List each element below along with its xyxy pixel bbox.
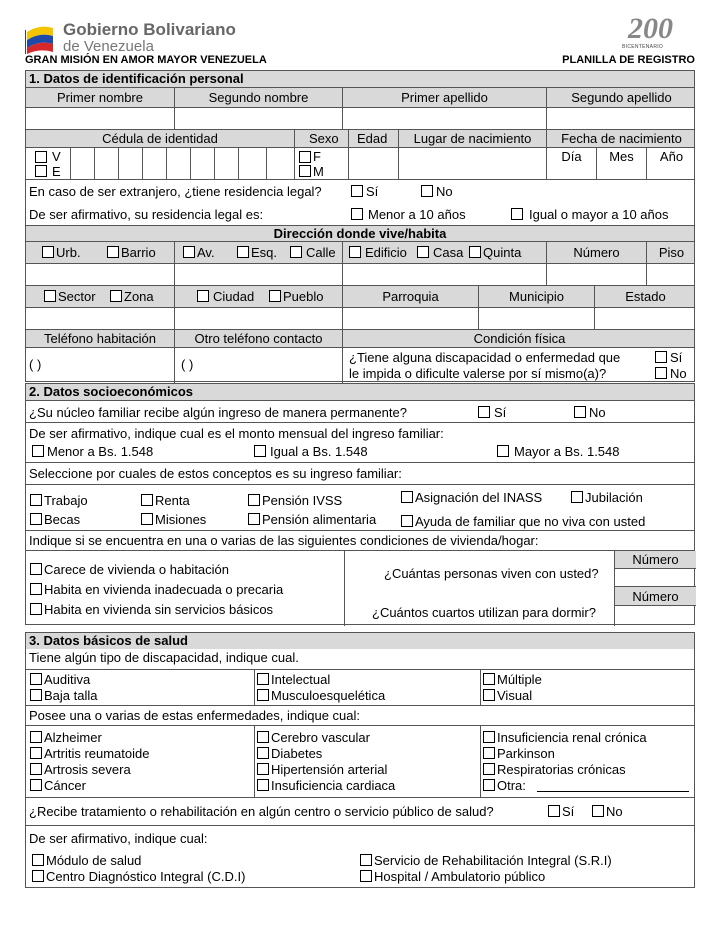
- ciudad-checkbox[interactable]: [197, 290, 209, 302]
- auditiva-checkbox[interactable]: [30, 673, 42, 685]
- enfermedades-options: [26, 725, 694, 797]
- mayor-10-checkbox[interactable]: [511, 208, 523, 220]
- urb-barrio-field[interactable]: [26, 264, 174, 285]
- edad-field[interactable]: [348, 148, 398, 179]
- sri-checkbox[interactable]: [360, 854, 372, 866]
- discapacidad-tipo-options: [26, 669, 694, 705]
- id-header-row: [26, 129, 694, 147]
- municipio-field[interactable]: [478, 308, 594, 329]
- ingreso-si-checkbox[interactable]: [478, 406, 490, 418]
- logo-line1: Gobierno Bolivariano: [63, 20, 236, 39]
- monto-question: De ser afirmativo, indique cual es el monto mensual del ingreso familiar:: [29, 426, 444, 441]
- conceptos-options-row: [26, 484, 694, 530]
- second-name-label: Segundo nombre: [208, 90, 309, 105]
- section-3-title: 3. Datos básicos de salud: [29, 633, 188, 648]
- hipertension-checkbox[interactable]: [257, 763, 269, 775]
- urb-label: Urb.: [56, 245, 81, 260]
- insuficiencia-renal-checkbox[interactable]: [483, 731, 495, 743]
- igual-monto-label: Igual a Bs. 1.548: [270, 444, 368, 459]
- zona-label: Zona: [124, 289, 154, 304]
- trabajo-label: Trabajo: [44, 493, 88, 508]
- numero-personas-label: Número: [632, 552, 679, 567]
- section-1-title: 1. Datos de identificación personal: [29, 71, 244, 86]
- cedula-digit-box[interactable]: [94, 148, 118, 179]
- piso-label: Piso: [658, 245, 685, 260]
- carece-vivienda-checkbox[interactable]: [30, 563, 42, 575]
- ayuda-familiar-checkbox[interactable]: [401, 515, 413, 527]
- dia-label: Día: [561, 149, 582, 164]
- tel-otro-label: Otro teléfono contacto: [194, 331, 323, 346]
- mayor-10-label: Igual o mayor a 10 años: [529, 207, 669, 222]
- second-surname-field[interactable]: [546, 108, 696, 129]
- jubilacion-label: Jubilación: [585, 490, 643, 505]
- av-calle-field[interactable]: [174, 264, 342, 285]
- program-title: GRAN MISIÓN EN AMOR MAYOR VENEZUELA: [25, 54, 267, 66]
- cedula-digit-box[interactable]: [190, 148, 214, 179]
- ayuda-familiar-label: Ayuda de familiar que no viva con usted: [415, 514, 646, 529]
- vivienda-question-row: [26, 530, 694, 550]
- calle-checkbox[interactable]: [290, 246, 302, 258]
- modulo-salud-label: Módulo de salud: [46, 853, 142, 868]
- cedula-digit-box[interactable]: [166, 148, 190, 179]
- vivienda-inadecuada-checkbox[interactable]: [30, 583, 42, 595]
- form-header-line: [25, 54, 695, 66]
- mes-label: Mes: [609, 149, 634, 164]
- cedula-digit-box[interactable]: [238, 148, 266, 179]
- edificio-casa-field[interactable]: [342, 264, 546, 285]
- bicentenario-logo: [622, 12, 694, 52]
- sri-label: Servicio de Rehabilitación Integral (S.R.I): [374, 853, 612, 868]
- discapacidad-tipo-question: Tiene algún tipo de discapacidad, indique cual.: [29, 650, 299, 665]
- enfermedades-question-row: [26, 705, 694, 725]
- second-name-field[interactable]: [174, 108, 342, 129]
- ingreso-no-label: No: [589, 405, 606, 420]
- cedula-label: Cédula de identidad: [102, 131, 218, 146]
- baja-talla-checkbox[interactable]: [30, 689, 42, 701]
- cerebro-vascular-label: Cerebro vascular: [271, 730, 370, 745]
- multiple-checkbox[interactable]: [483, 673, 495, 685]
- names-input-row: [26, 107, 694, 129]
- pueblo-label: Pueblo: [283, 289, 324, 304]
- sexo-f-checkbox[interactable]: [299, 151, 311, 163]
- artritis-checkbox[interactable]: [30, 747, 42, 759]
- ciudad-label: Ciudad: [213, 289, 255, 304]
- direccion-labels-row-2: [26, 285, 694, 307]
- logo-line2: de Venezuela: [63, 38, 154, 55]
- form-title: PLANILLA DE REGISTRO: [562, 54, 695, 66]
- jubilacion-checkbox[interactable]: [571, 491, 583, 503]
- cdi-label: Centro Diagnóstico Integral (C.D.I): [46, 869, 246, 884]
- gobierno-logo: [25, 18, 285, 58]
- menor-10-label: Menor a 10 años: [368, 207, 466, 222]
- conceptos-question-row: [26, 462, 694, 484]
- pension-alimentaria-label: Pensión alimentaria: [262, 512, 377, 527]
- discapacidad-no-checkbox[interactable]: [655, 367, 667, 379]
- numero-label: Número: [573, 245, 620, 260]
- artritis-label: Artritis reumatoide: [44, 746, 150, 761]
- edificio-checkbox[interactable]: [349, 246, 361, 258]
- personas-question: ¿Cuántas personas viven con usted?: [384, 566, 599, 581]
- municipio-label: Municipio: [509, 289, 564, 304]
- auditiva-label: Auditiva: [44, 672, 91, 687]
- enfermedades-question: Posee una o varias de estas enfermedades, indique cual:: [29, 708, 360, 723]
- lugar-nacimiento-label: Lugar de nacimiento: [413, 131, 532, 146]
- residencia-question: De ser afirmativo, su residencia legal es:: [29, 207, 264, 222]
- cedula-e-checkbox[interactable]: [35, 165, 47, 177]
- renta-label: Renta: [155, 493, 190, 508]
- tratamiento-si-checkbox[interactable]: [548, 805, 560, 817]
- tel-hab-label: Teléfono habitación: [43, 331, 157, 346]
- misiones-label: Misiones: [155, 512, 207, 527]
- numero-cuartos-field[interactable]: [615, 606, 696, 627]
- first-name-field[interactable]: [26, 108, 174, 129]
- insuficiencia-cardiaca-checkbox[interactable]: [257, 779, 269, 791]
- esq-checkbox[interactable]: [237, 246, 249, 258]
- sector-field[interactable]: [26, 308, 174, 329]
- discapacidad-si-label: Sí: [670, 350, 683, 365]
- anio-label: Año: [659, 149, 684, 164]
- inass-checkbox[interactable]: [401, 491, 413, 503]
- parkinson-label: Parkinson: [497, 746, 555, 761]
- extranjero-question: En caso de ser extranjero, ¿tiene residencia legal?: [29, 184, 322, 199]
- inass-label: Asignación del INASS: [415, 490, 543, 505]
- parroquia-field[interactable]: [342, 308, 478, 329]
- respiratorias-label: Respiratorias crónicas: [497, 762, 626, 777]
- tratamiento-no-checkbox[interactable]: [592, 805, 604, 817]
- hospital-label: Hospital / Ambulatorio público: [374, 869, 546, 884]
- barrio-checkbox[interactable]: [107, 246, 119, 258]
- alzheimer-checkbox[interactable]: [30, 731, 42, 743]
- ingreso-si-label: Sí: [494, 405, 507, 420]
- cedula-digit-box[interactable]: [266, 148, 294, 179]
- telefono-input-row: [26, 347, 694, 383]
- respiratorias-checkbox[interactable]: [483, 763, 495, 775]
- bicentenario-label: BICENTENARIO: [622, 44, 664, 50]
- quinta-label: Quinta: [483, 245, 522, 260]
- modulo-salud-checkbox[interactable]: [32, 854, 44, 866]
- second-surname-label: Segundo apellido: [571, 90, 672, 105]
- numero-personas-field[interactable]: [615, 569, 696, 587]
- pueblo-checkbox[interactable]: [269, 290, 281, 302]
- bicentenario-number: 200: [628, 12, 673, 45]
- conceptos-question: Seleccione por cuales de estos conceptos es su ingreso familiar:: [29, 466, 402, 481]
- discapacidad-no-label: No: [670, 366, 687, 381]
- otra-label: Otra:: [497, 778, 526, 793]
- cedula-e-label: E: [52, 164, 61, 179]
- id-input-row: [26, 147, 694, 179]
- cedula-digit-box[interactable]: [214, 148, 238, 179]
- renta-checkbox[interactable]: [141, 494, 153, 506]
- musculoesqueletica-checkbox[interactable]: [257, 689, 269, 701]
- parroquia-label: Parroquia: [382, 289, 439, 304]
- vivienda-inadecuada-label: Habita en vivienda inadecuada o precaria: [44, 582, 284, 597]
- residencia-si-label: Sí: [366, 184, 379, 199]
- fecha-nacimiento-label: Fecha de nacimiento: [561, 131, 682, 146]
- insuficiencia-cardiaca-label: Insuficiencia cardiaca: [271, 778, 396, 793]
- cuartos-question: ¿Cuántos cuartos utilizan para dormir?: [372, 605, 596, 620]
- av-label: Av.: [197, 245, 215, 260]
- first-surname-label: Primer apellido: [401, 90, 488, 105]
- sector-label: Sector: [58, 289, 96, 304]
- ciudad-field[interactable]: [174, 308, 342, 329]
- direccion-input-row-1: [26, 263, 694, 285]
- direccion-input-row-2: [26, 307, 694, 329]
- centro-row: [26, 825, 694, 889]
- direccion-header-row: [26, 225, 694, 241]
- calle-label: Calle: [306, 245, 336, 260]
- pension-ivss-label: Pensión IVSS: [262, 493, 343, 508]
- visual-label: Visual: [497, 688, 533, 703]
- menor-monto-label: Menor a Bs. 1.548: [47, 444, 154, 459]
- section-socioeconomic: [25, 383, 695, 625]
- carece-vivienda-label: Carece de vivienda o habitación: [44, 562, 230, 577]
- cdi-checkbox[interactable]: [32, 870, 44, 882]
- otra-field[interactable]: [537, 779, 689, 792]
- cancer-label: Cáncer: [44, 778, 86, 793]
- names-header-row: [26, 87, 694, 107]
- multiple-label: Múltiple: [497, 672, 542, 687]
- casa-label: Casa: [433, 245, 464, 260]
- igual-monto-checkbox[interactable]: [254, 445, 266, 457]
- sexo-m-label: M: [313, 164, 324, 179]
- otra-checkbox[interactable]: [483, 779, 495, 791]
- mayor-monto-checkbox[interactable]: [497, 445, 509, 457]
- quinta-checkbox[interactable]: [469, 246, 481, 258]
- tel-otro-area-code: ( ): [181, 357, 194, 372]
- misiones-checkbox[interactable]: [141, 513, 153, 525]
- hospital-checkbox[interactable]: [360, 870, 372, 882]
- pension-ivss-checkbox[interactable]: [248, 494, 260, 506]
- mayor-monto-label: Mayor a Bs. 1.548: [514, 444, 620, 459]
- section-identification: [25, 70, 695, 382]
- tel-otro-field[interactable]: [174, 348, 342, 383]
- casa-checkbox[interactable]: [417, 246, 429, 258]
- direccion-title: Dirección donde vive/habita: [273, 226, 447, 241]
- piso-field[interactable]: [646, 264, 696, 285]
- sexo-m-checkbox[interactable]: [299, 165, 311, 177]
- esq-label: Esq.: [251, 245, 278, 260]
- sexo-label: Sexo: [309, 131, 339, 146]
- visual-checkbox[interactable]: [483, 689, 495, 701]
- av-checkbox[interactable]: [183, 246, 195, 258]
- baja-talla-label: Baja talla: [44, 688, 98, 703]
- ingreso-row: [26, 400, 694, 422]
- discapacidad-si-checkbox[interactable]: [655, 351, 667, 363]
- edificio-label: Edificio: [365, 245, 407, 260]
- first-name-label: Primer nombre: [57, 90, 143, 105]
- hipertension-label: Hipertensión arterial: [271, 762, 388, 777]
- cedula-v-label: V: [52, 149, 61, 164]
- cedula-digit-box[interactable]: [142, 148, 166, 179]
- direccion-labels-row-1: [26, 241, 694, 263]
- numero-cuartos-label: Número: [632, 589, 679, 604]
- numero-field[interactable]: [546, 264, 646, 285]
- insuficiencia-renal-label: Insuficiencia renal crónica: [497, 730, 647, 745]
- diabetes-checkbox[interactable]: [257, 747, 269, 759]
- discapacidad-question-1: ¿Tiene alguna discapacidad o enfermedad que: [349, 350, 621, 365]
- tel-hab-field[interactable]: [26, 348, 174, 383]
- centro-question: De ser afirmativo, indique cual:: [29, 831, 208, 846]
- first-surname-field[interactable]: [342, 108, 546, 129]
- artrosis-checkbox[interactable]: [30, 763, 42, 775]
- estado-label: Estado: [625, 289, 666, 304]
- cedula-v-checkbox[interactable]: [35, 151, 47, 163]
- residencia-row: [26, 179, 694, 203]
- edad-label: Edad: [357, 131, 388, 146]
- cerebro-vascular-checkbox[interactable]: [257, 731, 269, 743]
- monto-row: [26, 422, 694, 462]
- residencia-si-checkbox[interactable]: [351, 185, 363, 197]
- sexo-f-label: F: [313, 149, 321, 164]
- venezuela-flag-icon: [25, 22, 55, 54]
- sin-servicios-checkbox[interactable]: [30, 603, 42, 615]
- sector-checkbox[interactable]: [44, 290, 56, 302]
- ingreso-no-checkbox[interactable]: [574, 406, 586, 418]
- sin-servicios-label: Habita en vivienda sin servicios básicos: [44, 602, 274, 617]
- tratamiento-no-label: No: [606, 804, 623, 819]
- menor-monto-checkbox[interactable]: [32, 445, 44, 457]
- tratamiento-question: ¿Recibe tratamiento o rehabilitación en algún centro o servicio público de salud?: [29, 804, 494, 819]
- barrio-label: Barrio: [121, 245, 156, 260]
- tratamiento-row: [26, 797, 694, 825]
- artrosis-label: Artrosis severa: [44, 762, 131, 777]
- section-2-title: 2. Datos socioeconómicos: [29, 384, 193, 399]
- vivienda-question: Indique si se encuentra en una o varias de las siguientes condiciones de vivienda/hogar:: [29, 533, 539, 548]
- section-health: [25, 632, 695, 888]
- estado-field[interactable]: [594, 308, 696, 329]
- tel-hab-area-code: ( ): [29, 357, 42, 372]
- section-3-header: [26, 633, 694, 649]
- musculoesqueletica-label: Musculoesquelética: [271, 688, 386, 703]
- discapacidad-tipo-question-row: [26, 649, 694, 669]
- residencia-tiempo-row: [26, 203, 694, 225]
- telefono-header-row: [26, 329, 694, 347]
- section-1-header: [26, 71, 694, 87]
- intelectual-checkbox[interactable]: [257, 673, 269, 685]
- discapacidad-question-2: le impida o dificulte valerse por sí mismo(a)?: [349, 366, 607, 381]
- residencia-no-label: No: [436, 184, 453, 199]
- cedula-digit-box[interactable]: [70, 148, 94, 179]
- section-2-header: [26, 384, 694, 400]
- trabajo-checkbox[interactable]: [30, 494, 42, 506]
- intelectual-label: Intelectual: [271, 672, 331, 687]
- vivienda-options-row: [26, 550, 694, 626]
- menor-10-checkbox[interactable]: [351, 208, 363, 220]
- cedula-digit-box[interactable]: [118, 148, 142, 179]
- becas-label: Becas: [44, 512, 81, 527]
- zona-checkbox[interactable]: [110, 290, 122, 302]
- lugar-nacimiento-field[interactable]: [398, 148, 546, 179]
- ingreso-question: ¿Su núcleo familiar recibe algún ingreso de manera permanente?: [29, 405, 407, 420]
- alzheimer-label: Alzheimer: [44, 730, 102, 745]
- urb-checkbox[interactable]: [42, 246, 54, 258]
- pension-alimentaria-checkbox[interactable]: [248, 513, 260, 525]
- residencia-no-checkbox[interactable]: [421, 185, 433, 197]
- becas-checkbox[interactable]: [30, 513, 42, 525]
- tratamiento-si-label: Sí: [562, 804, 575, 819]
- parkinson-checkbox[interactable]: [483, 747, 495, 759]
- diabetes-label: Diabetes: [271, 746, 323, 761]
- cancer-checkbox[interactable]: [30, 779, 42, 791]
- condicion-fisica-label: Condición física: [473, 331, 566, 346]
